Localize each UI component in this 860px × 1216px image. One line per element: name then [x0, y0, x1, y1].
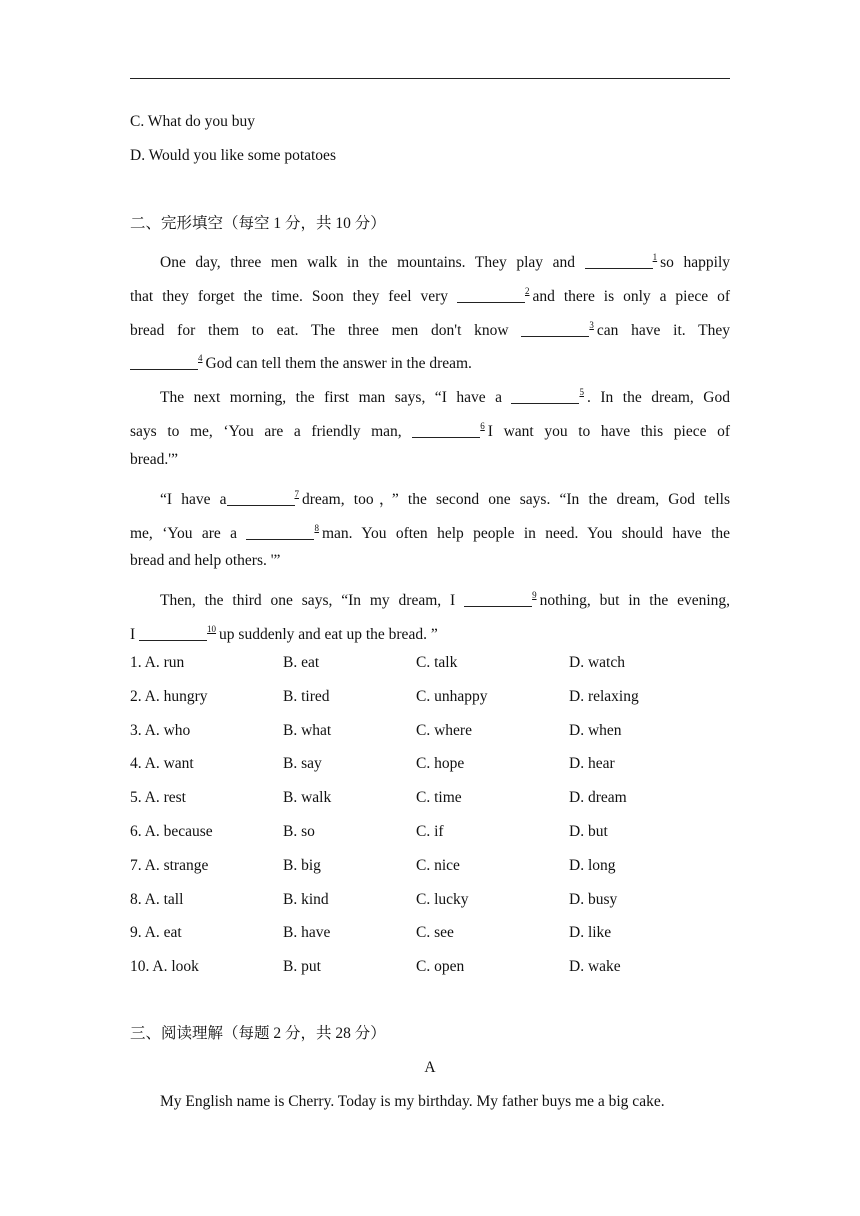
blank-5[interactable] — [511, 389, 579, 404]
option-9-d[interactable]: D. like — [569, 924, 612, 942]
option-3-c[interactable]: C. where — [416, 721, 472, 739]
option-2-a[interactable]: 2. A. hungry — [130, 687, 208, 705]
blank-7[interactable] — [227, 491, 295, 506]
reading-first-line: My English name is Cherry. Today is my birthday. My father buys me a big cake. — [160, 1093, 665, 1110]
option-7-c[interactable]: C. nice — [416, 856, 460, 874]
blank-2[interactable] — [457, 288, 525, 303]
option-7-d[interactable]: D. long — [569, 856, 616, 874]
section2-heading: 二、完形填空（每空 1 分，共 10 分） — [130, 215, 386, 232]
option-1-d[interactable]: D. watch — [569, 654, 625, 671]
option-8-c[interactable]: C. lucky — [416, 890, 469, 908]
option-10-c[interactable]: C. open — [416, 958, 465, 976]
passage-line: $^4$ God can tell them the answer in the dream. — [130, 348, 730, 374]
option-2-c[interactable]: C. unhappy — [416, 687, 488, 705]
option-6-b[interactable]: B. so — [283, 823, 315, 840]
option-2-d[interactable]: D. relaxing — [569, 687, 639, 705]
passage-line: I $^{10}$ up suddenly and eat up the bread. ” — [130, 624, 438, 643]
blank-3[interactable] — [521, 322, 589, 337]
option-1-a[interactable]: 1. A. run — [130, 654, 185, 671]
passage-line: One day, three men walk in the mountains. They play and $^1$ so happily — [160, 252, 731, 271]
option-4-b[interactable]: B. say — [283, 755, 322, 773]
part-label: A — [424, 1059, 436, 1076]
passage-line: “I have a $^7$ dream, too，” the second one says. “In the dream, God tells — [160, 489, 730, 508]
option-7-a[interactable]: 7. A. strange — [130, 856, 209, 874]
prev-option-c: C. What do you buy — [130, 113, 255, 130]
passage-line: that they forget the time. Soon they feel very $^2$ and there is only a piece of — [130, 286, 731, 305]
prev-option-d: D. Would you like some potatoes — [130, 147, 336, 164]
option-4-d[interactable]: D. hear — [569, 755, 615, 773]
blank-6[interactable] — [412, 423, 480, 438]
option-9-b[interactable]: B. have — [283, 924, 331, 942]
option-10-b[interactable]: B. put — [283, 958, 321, 976]
option-8-b[interactable]: B. kind — [283, 890, 329, 908]
option-1-c[interactable]: C. talk — [416, 654, 458, 671]
section3-heading: 三、阅读理解（每题 2 分，共 28 分） — [130, 1025, 386, 1042]
option-9-a[interactable]: 9. A. eat — [130, 924, 182, 942]
passage-line: The next morning, the first man says, “I have a $^5$ . In the dream, God — [160, 387, 730, 406]
option-7-b[interactable]: B. big — [283, 856, 321, 874]
option-4-c[interactable]: C. hope — [416, 755, 465, 773]
blank-4[interactable] — [130, 355, 198, 370]
option-5-d[interactable]: D. dream — [569, 789, 627, 807]
passage-line: bread for them to eat. The three men don't know $^3$ can have it. They — [130, 320, 731, 339]
option-4-a[interactable]: 4. A. want — [130, 755, 194, 773]
passage-line: Then, the third one says, “In my dream, I $^9$ nothing, but in the evening, — [160, 590, 731, 609]
option-8-a[interactable]: 8. A. tall — [130, 890, 184, 908]
option-5-c[interactable]: C. time — [416, 789, 462, 807]
option-1-b[interactable]: B. eat — [283, 654, 320, 671]
option-3-d[interactable]: D. when — [569, 721, 622, 739]
option-3-a[interactable]: 3. A. who — [130, 721, 191, 739]
blank-9[interactable] — [464, 592, 532, 607]
passage-line: me, ‘You are a $^8$ man. You often help people in need. You should have the — [130, 523, 731, 542]
blank-1[interactable] — [585, 254, 653, 269]
passage-line: bread.'” — [130, 451, 178, 468]
option-6-d[interactable]: D. but — [569, 823, 608, 840]
blank-8[interactable] — [246, 525, 314, 540]
option-3-b[interactable]: B. what — [283, 721, 332, 739]
option-6-c[interactable]: C. if — [416, 823, 444, 840]
option-10-d[interactable]: D. wake — [569, 958, 621, 976]
passage-line: says to me, ‘You are a friendly man, $^6$ I want you to have this piece of — [130, 421, 731, 440]
header-rule — [130, 78, 730, 79]
option-5-a[interactable]: 5. A. rest — [130, 789, 186, 807]
blank-10[interactable] — [139, 626, 207, 641]
option-10-a[interactable]: 10. A. look — [130, 958, 199, 976]
option-2-b[interactable]: B. tired — [283, 687, 330, 705]
option-5-b[interactable]: B. walk — [283, 789, 332, 807]
option-8-d[interactable]: D. busy — [569, 890, 618, 908]
option-9-c[interactable]: C. see — [416, 924, 454, 942]
passage-line: bread and help others. '” — [130, 552, 281, 569]
option-6-a[interactable]: 6. A. because — [130, 823, 213, 840]
